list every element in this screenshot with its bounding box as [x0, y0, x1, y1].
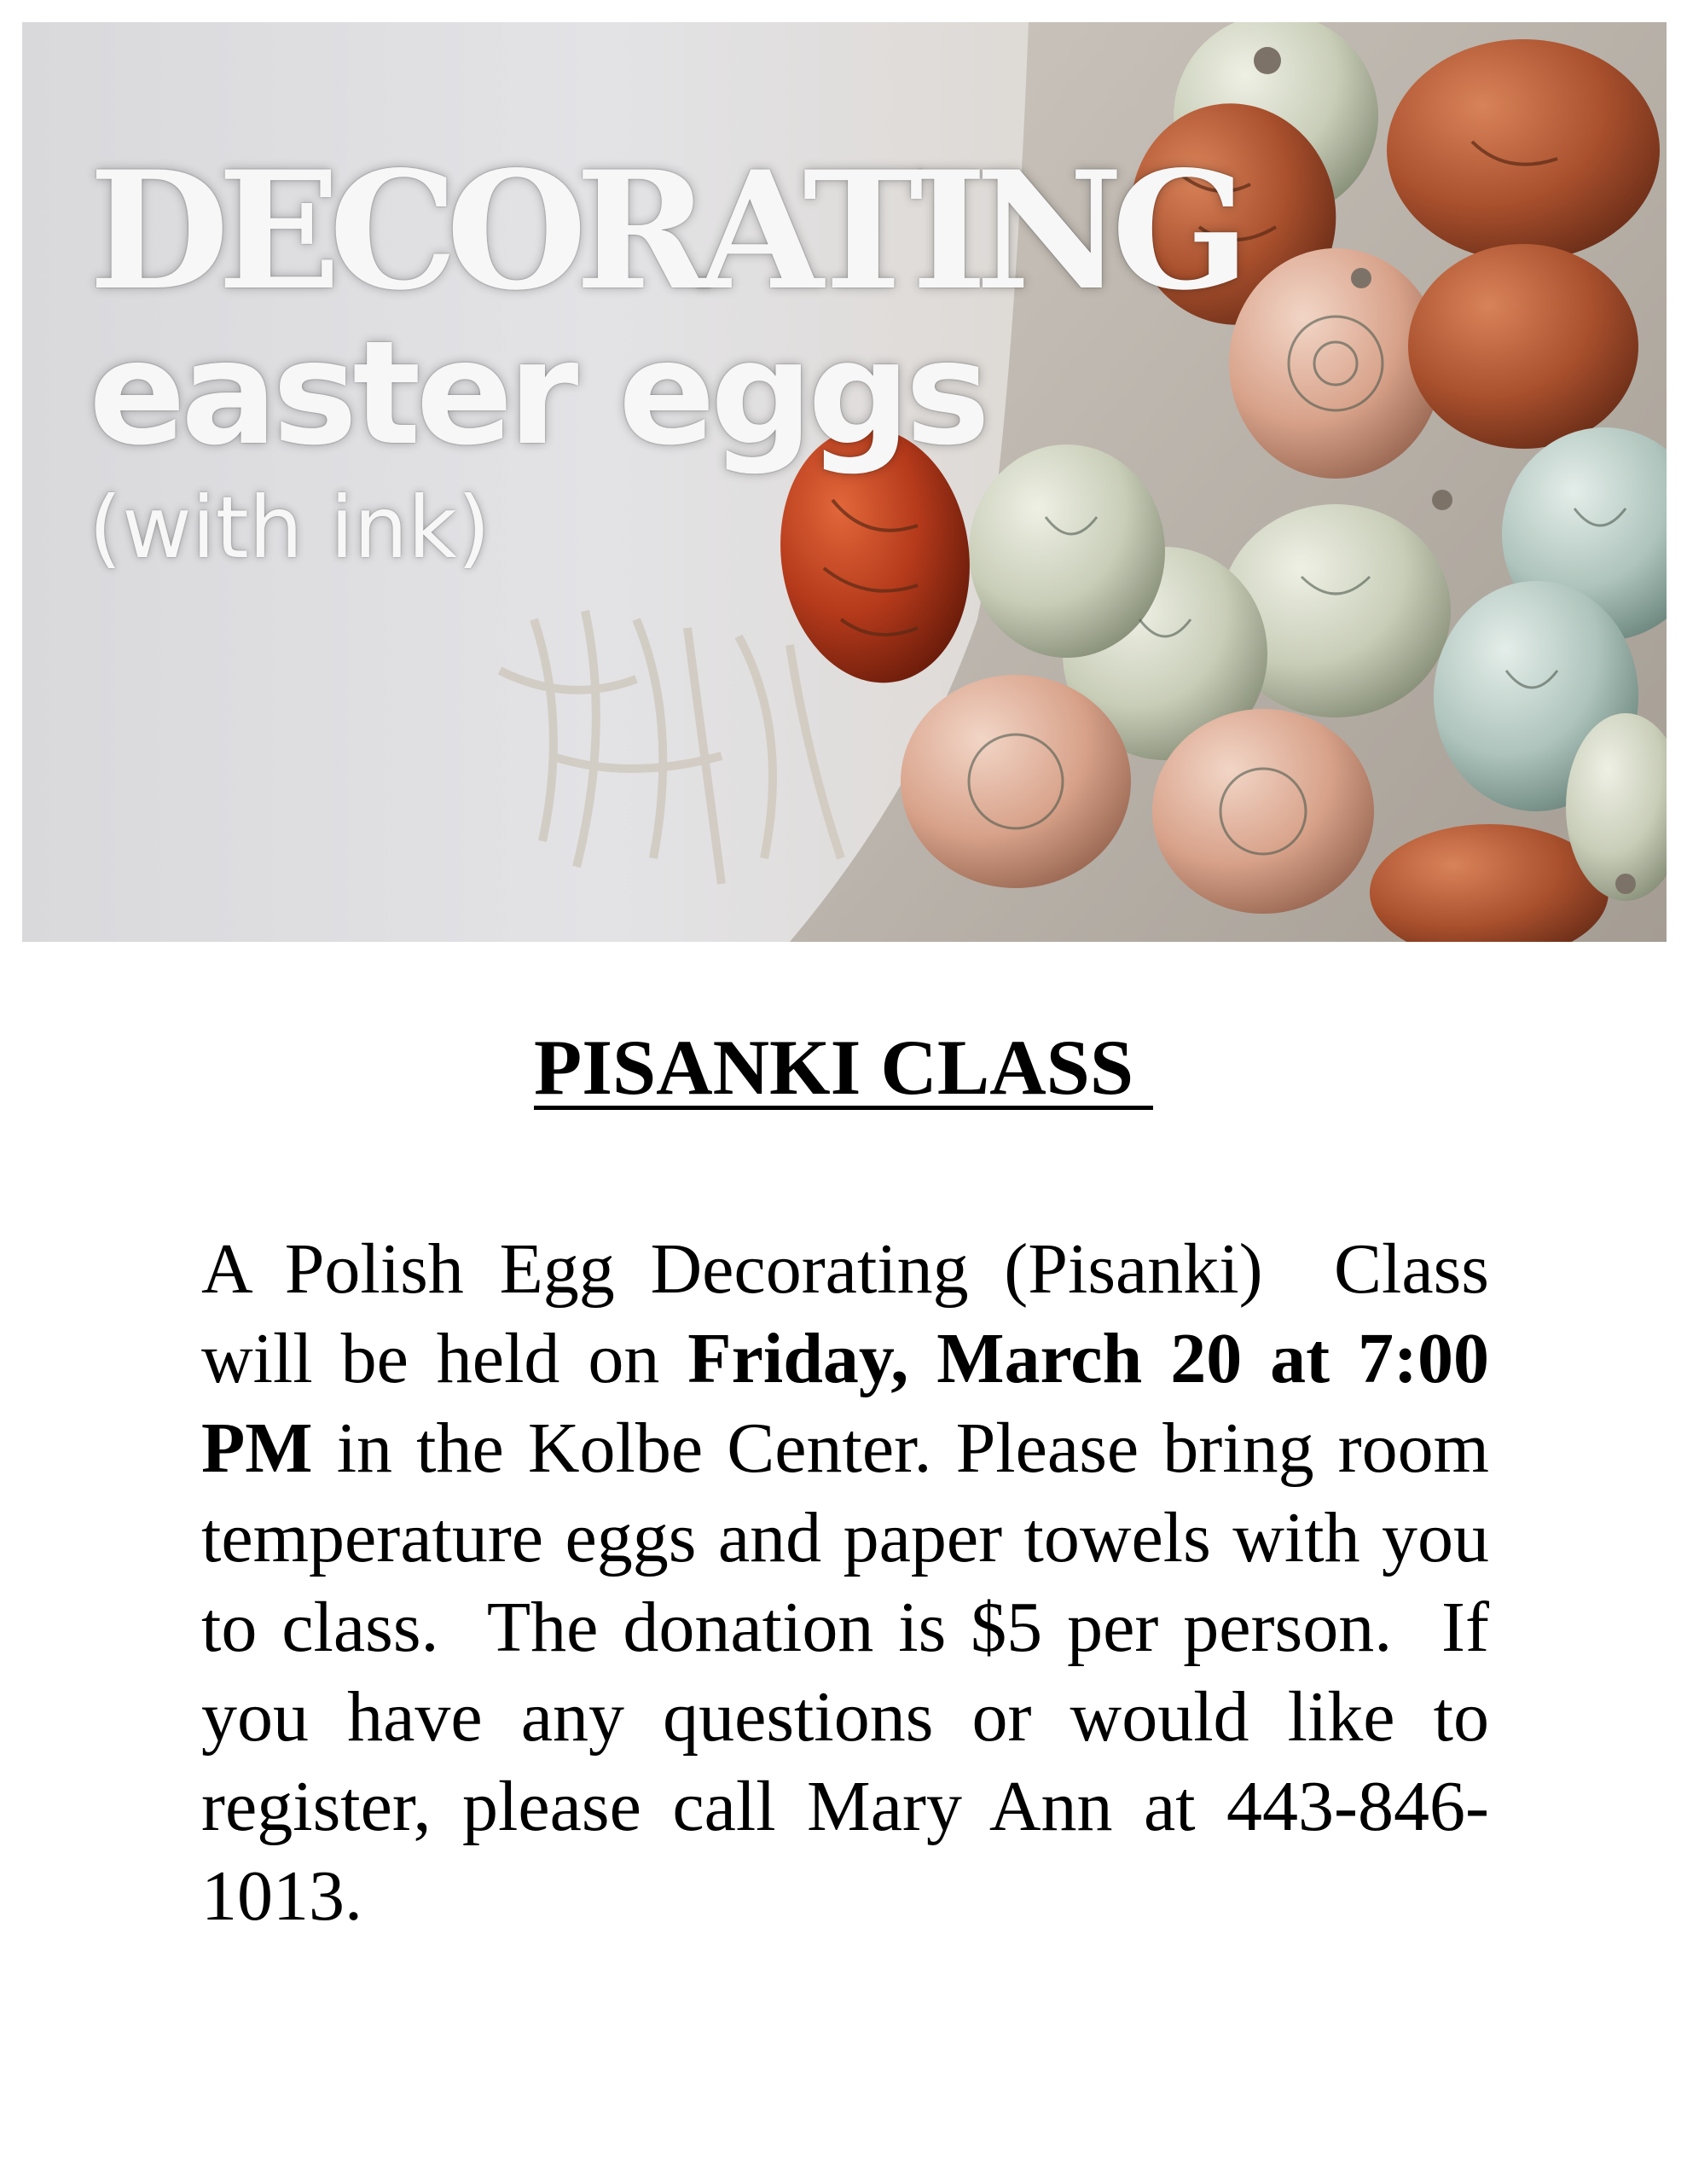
hero-heading-line3: (with ink)	[89, 478, 491, 578]
class-description	[201, 1224, 1507, 1941]
hero-heading	[89, 136, 1238, 578]
hero-image	[22, 22, 1667, 942]
description-intro: A Polish Egg Decorating (Pisanki) Class will be held on	[201, 1229, 1507, 1398]
description-details: in the Kolbe Center. Please bring room temperature eggs and paper towels with you to class. The donation is $5 per person. If you have any questions or would like to register, please call Mary Ann at 443-846-1013.	[201, 1409, 1507, 1936]
description-date-time: Friday, March 20 at 7:00 PM	[201, 1319, 1507, 1488]
hero-heading-line2: easter eggs	[89, 310, 986, 477]
page-title: PISANKI CLASS	[534, 1024, 1153, 1111]
hero-heading-line1: DECORATING	[89, 136, 1238, 326]
